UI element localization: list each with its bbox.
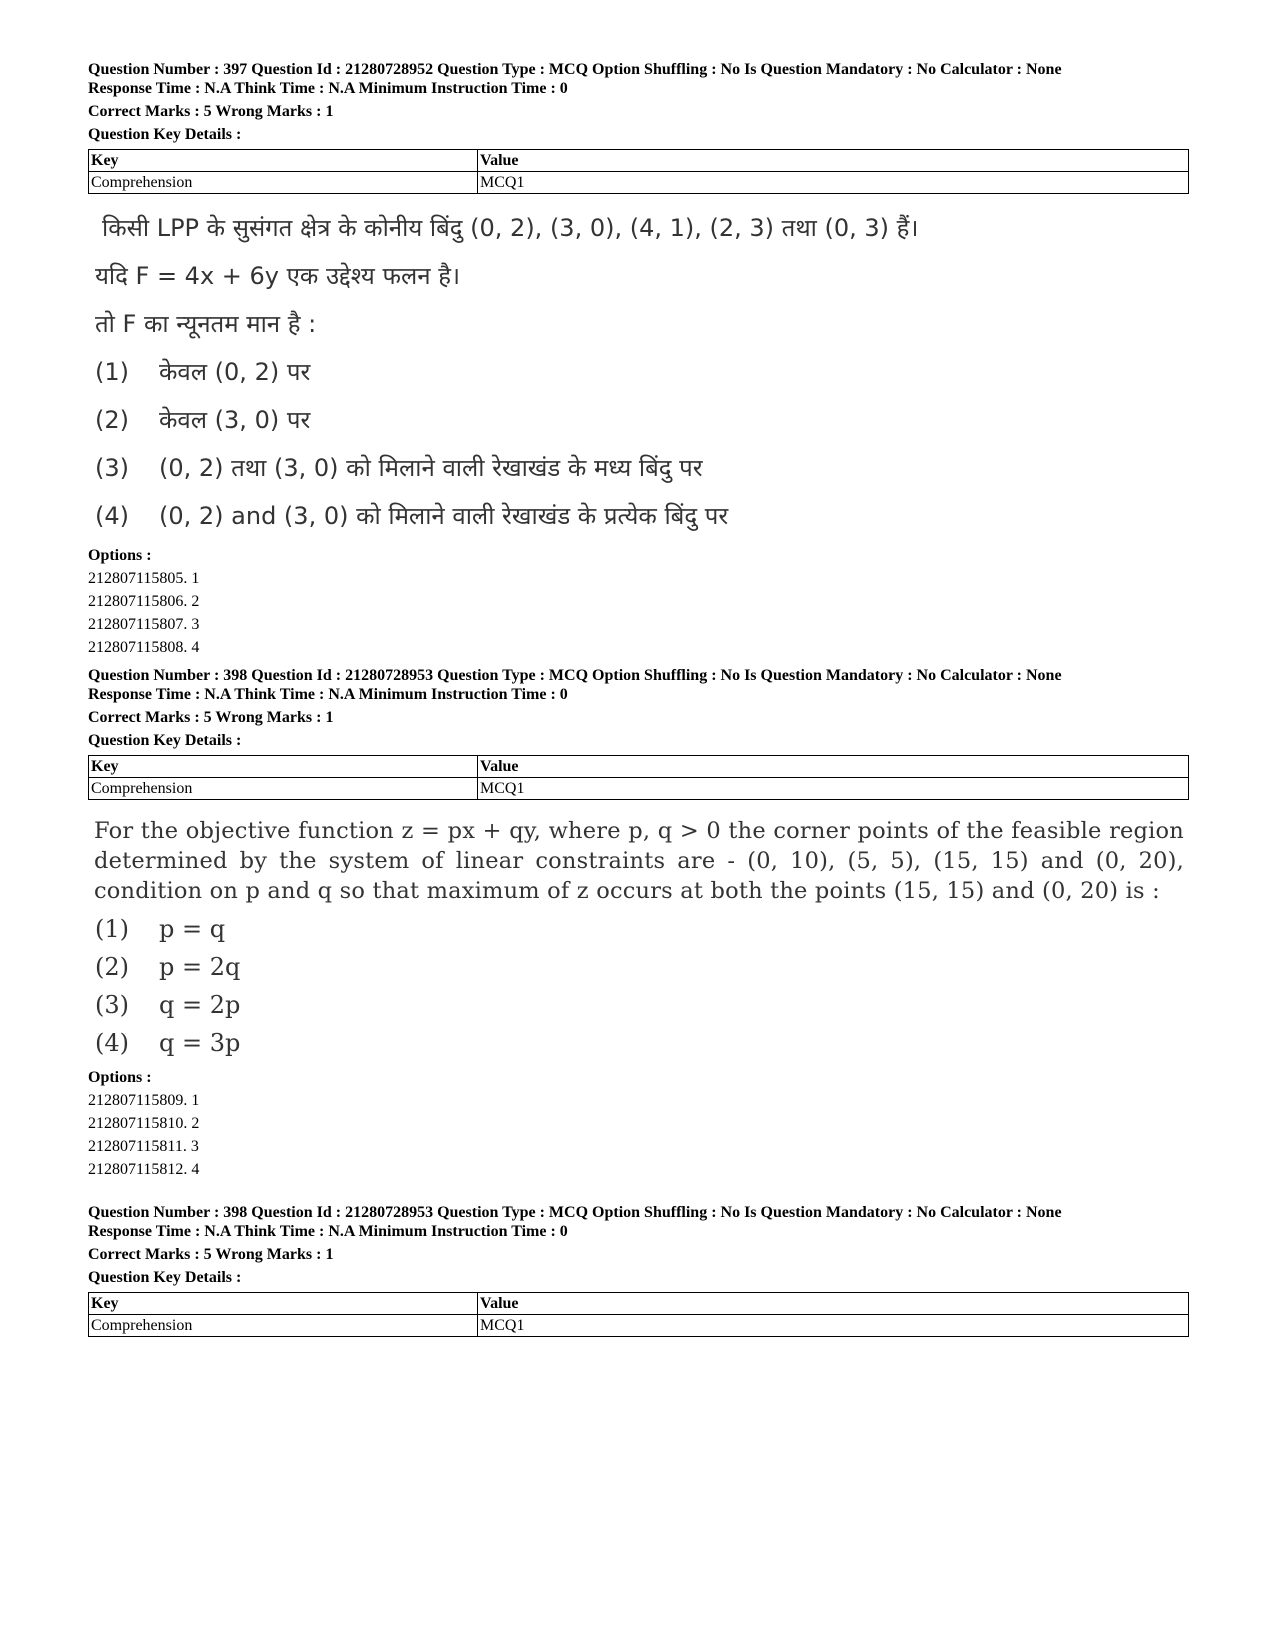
table-row: [89, 778, 1189, 800]
question-text-image: [88, 816, 1188, 1062]
choice-item: [88, 1024, 1188, 1062]
choice-text: केवल (0, 2) पर: [159, 358, 311, 386]
choice-text: p = q: [159, 915, 226, 943]
table-header-key: Key: [89, 1293, 478, 1315]
table-cell-value: MCQ1: [478, 778, 1189, 800]
question-meta-line2: Response Time : N.A Think Time : N.A Minimum Instruction Time : 0: [88, 1223, 568, 1240]
choice-number: (4): [95, 1029, 129, 1057]
choice-number: (3): [95, 454, 129, 482]
table-header-row: [89, 150, 1189, 172]
table-header-value: Value: [478, 1293, 1189, 1315]
option-id: 212807115806. 2: [88, 593, 200, 610]
question-text-line: किसी LPP के सुसंगत क्षेत्र के कोनीय बिंदु (0, 2), (3, 0), (4, 1), (2, 3) तथा (0, 3) हैं।: [102, 214, 919, 242]
question-text-image: [88, 204, 1188, 540]
question-text-line: तो F का न्यूनतम मान है :: [95, 310, 317, 338]
table-cell-key: Comprehension: [89, 1315, 478, 1337]
option-id: 212807115808. 4: [88, 639, 200, 656]
choice-number: (1): [95, 358, 129, 386]
question-marks: Correct Marks : 5 Wrong Marks : 1: [88, 103, 334, 120]
choice-number: (4): [95, 502, 129, 530]
table-header-key: Key: [89, 756, 478, 778]
table-header-value: Value: [478, 756, 1189, 778]
question-text-line: यदि F = 4x + 6y एक उद्देश्य फलन है।: [95, 262, 461, 290]
question-meta-line1: Question Number : 398 Question Id : 21280728953 Question Type : MCQ Option Shuffling : No Is Question Mandatory : No Calculator : None: [88, 667, 1062, 684]
question-marks: Correct Marks : 5 Wrong Marks : 1: [88, 709, 334, 726]
option-id: 212807115809. 1: [88, 1092, 200, 1109]
question-key-table: [88, 149, 1189, 194]
option-id: 212807115805. 1: [88, 570, 200, 587]
question-meta-line1: Question Number : 398 Question Id : 21280728953 Question Type : MCQ Option Shuffling : No Is Question Mandatory : No Calculator : None: [88, 1204, 1062, 1221]
option-id: 212807115812. 4: [88, 1161, 200, 1178]
question-key-details-label: Question Key Details :: [88, 1269, 242, 1286]
table-row: [89, 1315, 1189, 1337]
choice-item: [88, 348, 1188, 396]
choice-number: (3): [95, 991, 129, 1019]
option-id: 212807115807. 3: [88, 616, 200, 633]
table-header-key: Key: [89, 150, 478, 172]
option-id: 212807115811. 3: [88, 1138, 199, 1155]
question-398: [88, 666, 1188, 1181]
question-key-table: [88, 755, 1189, 800]
choice-item: [88, 396, 1188, 444]
choice-text: p = 2q: [159, 953, 241, 981]
choice-text: (0, 2) and (3, 0) को मिलाने वाली रेखाखंड के प्रत्येक बिंदु पर: [159, 502, 729, 530]
choice-number: (2): [95, 953, 129, 981]
options-label: Options :: [88, 1069, 152, 1086]
table-header-row: [89, 756, 1189, 778]
question-meta-line2: Response Time : N.A Think Time : N.A Minimum Instruction Time : 0: [88, 686, 568, 703]
question-meta-line2: Response Time : N.A Think Time : N.A Minimum Instruction Time : 0: [88, 80, 568, 97]
table-header-row: [89, 1293, 1189, 1315]
choice-item: [88, 444, 1188, 492]
choice-item: [88, 492, 1188, 540]
question-marks: Correct Marks : 5 Wrong Marks : 1: [88, 1246, 334, 1263]
table-cell-value: MCQ1: [478, 172, 1189, 194]
table-cell-key: Comprehension: [89, 172, 478, 194]
table-header-value: Value: [478, 150, 1189, 172]
choice-item: [88, 986, 1188, 1024]
choice-text: केवल (3, 0) पर: [159, 406, 311, 434]
question-text: For the objective function z = px + qy, where p, q > 0 the corner points of the feasible region determined by the system of linear constraints are - (0, 10), (5, 5), (15, 15) and (0, 20), condition on p and q so that maximum of z occurs at both the points (15, 15) and (0, 20) is :: [94, 818, 1184, 904]
choice-number: (2): [95, 406, 129, 434]
table-cell-value: MCQ1: [478, 1315, 1189, 1337]
table-cell-key: Comprehension: [89, 778, 478, 800]
table-row: [89, 172, 1189, 194]
question-key-table: [88, 1292, 1189, 1337]
question-key-details-label: Question Key Details :: [88, 732, 242, 749]
question-key-details-label: Question Key Details :: [88, 126, 242, 143]
choice-item: [88, 910, 1188, 948]
choice-text: (0, 2) तथा (3, 0) को मिलाने वाली रेखाखंड के मध्य बिंदु पर: [159, 454, 703, 482]
question-398-repeat: [88, 1203, 1188, 1337]
option-id: 212807115810. 2: [88, 1115, 200, 1132]
choice-number: (1): [95, 915, 129, 943]
question-meta-line1: Question Number : 397 Question Id : 21280728952 Question Type : MCQ Option Shuffling : No Is Question Mandatory : No Calculator : None: [88, 61, 1062, 78]
choice-text: q = 3p: [159, 1029, 241, 1057]
question-397: [88, 60, 1188, 659]
options-label: Options :: [88, 547, 152, 564]
choice-text: q = 2p: [159, 991, 241, 1019]
choice-item: [88, 948, 1188, 986]
